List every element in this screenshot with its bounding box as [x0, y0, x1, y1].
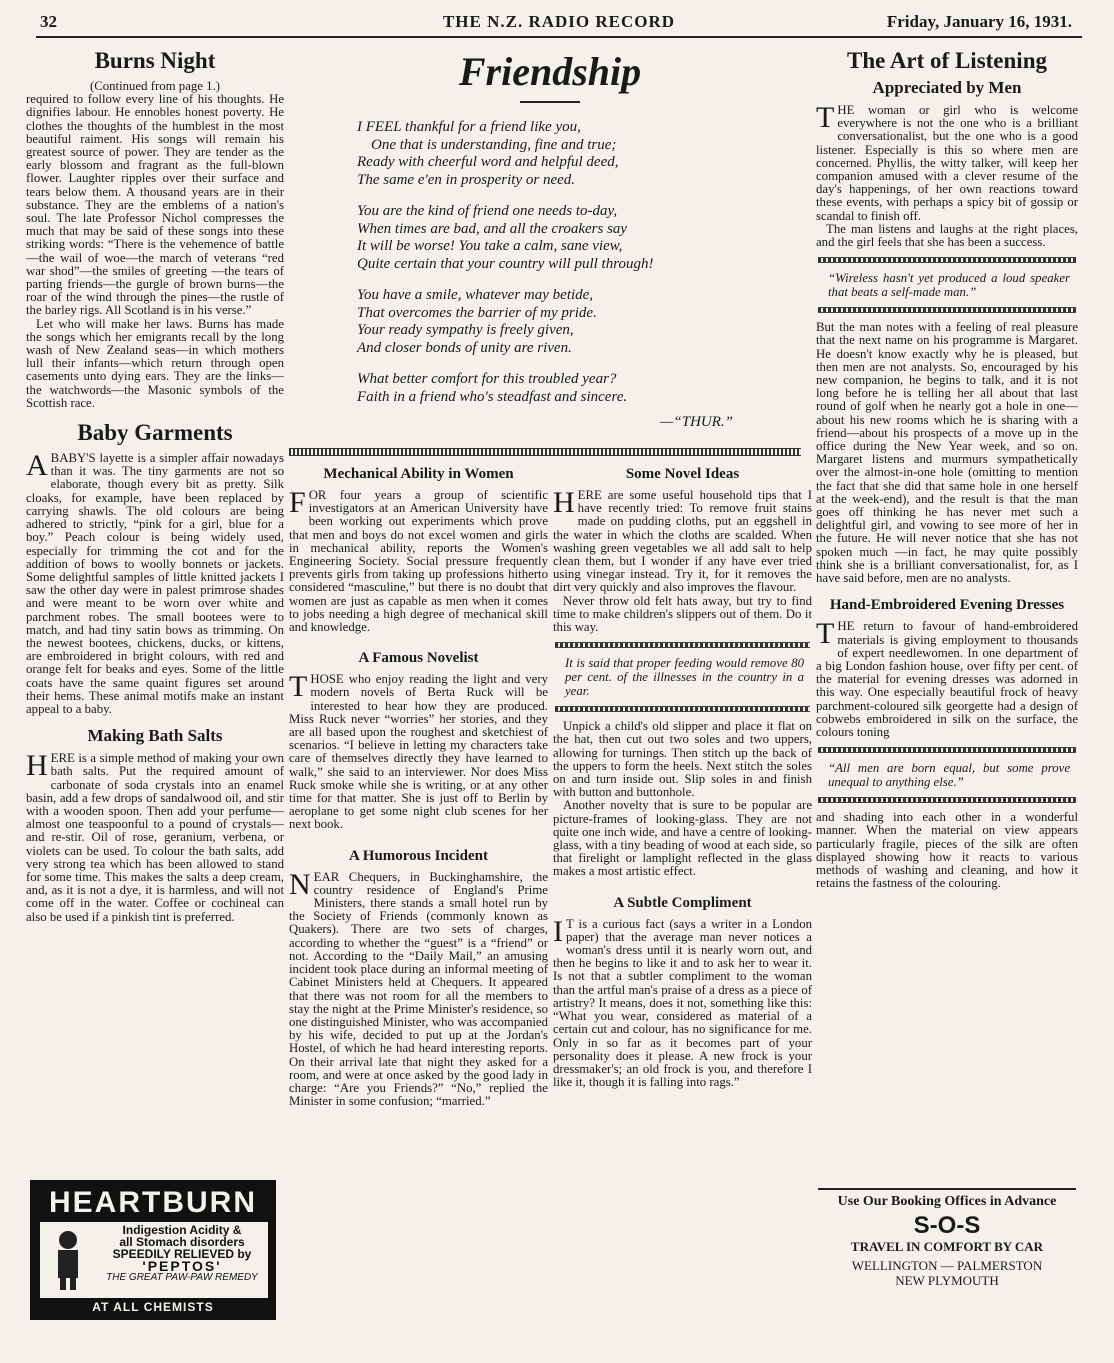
- quote-text: “All men are born equal, but some prove unequal to anything else.”: [828, 761, 1070, 790]
- poem-line: One that is understanding, fine and true;: [371, 136, 617, 153]
- poem-line: Your ready sympathy is freely given,: [357, 322, 574, 338]
- article-body: [553, 486, 812, 879]
- article-making-bath-salts: [26, 726, 284, 924]
- figure-illustration-icon: [44, 1226, 92, 1292]
- paragraph: Unpick a child's old slipper and place it flat on the hat, then cut out two soles and two uppers, allowing for turnings. Then stitch up the back of the uppers to form the heels. Next stitch the soles on and turn inside out. Slip soles in and finish with button and buttonhole.: [553, 719, 812, 800]
- drop-cap: A: [26, 449, 48, 483]
- title-divider: [520, 101, 580, 103]
- continued-note: (Continued from page 1.): [89, 79, 221, 93]
- article-title: A Famous Novelist: [358, 650, 479, 667]
- article-body: [26, 749, 284, 924]
- article-title: Baby Garments: [77, 420, 233, 446]
- advert-panel: [40, 1222, 268, 1298]
- article-title: Making Bath Salts: [87, 726, 223, 746]
- pull-quote: [818, 257, 1076, 313]
- advert-line: WELLINGTON — PALMERSTON: [851, 1258, 1043, 1273]
- drop-cap: H: [553, 486, 575, 519]
- article-body: [26, 449, 284, 716]
- paragraph: Another novelty that is sure to be popular are picture-frames of looking-glass. They are not quite one inch wide, and have a centre of looking-glass, with a tiny beading of wood at each side, so that firelight or lamplight reflected in the glass makes a most artistic effect.: [553, 798, 812, 879]
- column-4: [816, 44, 1078, 1304]
- poem-line: You have a smile, whatever may betide,: [357, 287, 594, 303]
- article-body: [289, 670, 548, 832]
- quote-border: [555, 706, 810, 712]
- poem-stanza: [357, 371, 811, 406]
- masthead: [36, 8, 1082, 38]
- advert-line: NEW PLYMOUTH: [895, 1273, 999, 1288]
- paragraph: ERE is a simple method of making your own bath salts. Put the required amount of carbonate of soda crystals into an enamel basin, add a few drops of sandalwood oil, and stir with a wooden spoon. Then add your perfume—almost one teaspoonful to a pound of crystals—and re-stir. Oil of rose, geranium, verbena, or violets can be used. To colour the bath salts, add very strong tea which has been allowed to stand for some time. This makes the salts a deep cream, and, as it is not a dye, it is harmless, and will not come off in the water. Coffee or cochineal can also be used if a pinkish tint is preferred.: [26, 751, 284, 924]
- drop-cap: T: [816, 101, 835, 134]
- advert-brand: S-O-S: [913, 1212, 981, 1239]
- drop-cap: T: [816, 617, 835, 651]
- poem-stanza: [357, 119, 811, 189]
- issue-date: Friday, January 16, 1931.: [886, 12, 1072, 31]
- poem-stanza: [357, 287, 811, 357]
- paragraph: EAR Chequers, in Buckinghamshire, the country residence of England's Prime Ministers, there stands a small hotel run by the Society of Friends (commonly known as Quakers). There are two sets of charges, according to whether the “guest” is a “friend” or not. According to the “Daily Mail,” an amusing incident took place during an informal meeting of Cabinet Ministers held at Chequers. It appeared that there was not room for all the members to stay the night at the Prime Minister's residence, so one distinguished Minister, who was accompanied by his wife, decided to put up at the Jordan's Hostel, of which he had heard interesting reports. On their arrival late that night they asked for a room, and were at once asked by the good lady in charge: “Are you Friends?” “No,” replied the Minister in some confusion; “married.”: [289, 869, 548, 1109]
- paragraph: HE return to favour of hand-embroidered materials is giving employment to thousands of expert needlewomen. In one department of a big London fashion house, over fifty per cent. of the material for evening dresses was adorned in this way. One especially beautiful frock of heavy parchment-coloured silk georgette had a design of cobwebs embroidered in silk on the surface, the colours toning: [816, 619, 1078, 739]
- page-number: 32: [40, 12, 57, 31]
- pull-quote: [818, 747, 1076, 803]
- paragraph: The man listens and laughs at the right places, and the girl feels that she has been a success.: [816, 221, 1078, 250]
- decorative-divider: [289, 448, 801, 456]
- poem-line: That overcomes the barrier of my pride.: [357, 304, 597, 321]
- article-body: [26, 80, 284, 410]
- drop-cap: T: [289, 670, 308, 704]
- poem-line: Faith in a friend who's steadfast and sincere.: [357, 388, 628, 405]
- quote-border: [818, 307, 1076, 313]
- column-1: [26, 44, 284, 1174]
- poem-line: Ready with cheerful word and helpful deed,: [357, 154, 619, 170]
- poem-line: When times are bad, and all the croakers say: [357, 220, 628, 237]
- poem-line: And closer bonds of unity are riven.: [357, 339, 572, 356]
- column-2: [289, 462, 548, 1322]
- poem-line: It will be worse! You take a calm, sane view,: [357, 238, 623, 254]
- article-title: Some Novel Ideas: [625, 466, 740, 482]
- poem-line: Quite certain that your country will pull through!: [357, 255, 654, 272]
- advert-line: Indigestion Acidity &: [122, 1223, 242, 1237]
- poem-signature: —“THUR.”: [660, 414, 733, 430]
- article-art-of-listening: [816, 48, 1078, 585]
- advert-sos-travel: [818, 1188, 1076, 1306]
- paragraph: T is a curious fact (says a writer in a London paper) that the average man never notices a woman's dress until it is nearly worn out, and then he begins to like it and to ask her to wear it. Is not that a subtler compliment to the woman than the artful man's praise of a dress as a piece of artistry? It means, does it not, something like this: “What you wear, considered as material of a certain cut and colour, has no significance for me. Only in so far as it becomes part of your personality does it please. A new frock is your dressmaker's; an old frock is you, and therefore I like it, though it is falling into rags.”: [553, 916, 812, 1090]
- paragraph: HOSE who enjoy reading the light and very modern novels of Berta Ruck will be interested to hear how they are produced. Miss Ruck never “worries” her stories, and they are all based upon the roughest and sketchiest of scenarios. “I believe in letting my characters take care of themselves directly they have learned to walk,” she said to an interviewer. Nor does Miss Ruck smoke while she is writing, or at any other time for that matter. She is just off to Berlin by aeroplane to get some night club scenes for her next book.: [289, 672, 548, 832]
- article-body: [816, 101, 1078, 586]
- paragraph: HE woman or girl who is welcome everywhere is not the one who is a brilliant conversationalist, but the one who is a good listener. Especially is this so where men are concerned. Phyllis, the witty talker, will keep her companion amused with a clever resume of the day's happenings, of her own reactions toward these events, with perhaps a spicy bit of gossip or scandal to finish off.: [816, 103, 1078, 223]
- paragraph: BABY'S layette is a simpler affair nowadays than it was. The tiny garments are not so elaborate, though every bit as pretty. Silk cloaks, for example, have been replaced by carrying shawls. The old colours are being adhered to strictly, “pink for a girl, blue for a boy.” Peach colour is being widely used, especially for trimming the cot and for the addition of bows to woolly bonnets or jackets. Some delightful samples of little knitted jackets I saw the other day were in palest primrose shades and were meant to be worn over white and parchment robes. The small bootees were to match, and had tiny satin bows as trimming. On the newest bootees, chickens, ducks, or kittens, are embroidered in bright colours, with red and orange felt for beaks and eyes. Some of the little coats have the same quaint figures set around their hems. These animal motifs make an instant appeal to a baby.: [26, 451, 284, 716]
- poem-title: Friendship: [458, 49, 642, 94]
- article-title: Burns Night: [94, 48, 216, 73]
- article-title: Hand-Embroidered Evening Dresses: [829, 597, 1065, 614]
- quote-text: “Wireless hasn't yet produced a loud speaker that beats a self-made man.”: [828, 271, 1070, 300]
- drop-cap: N: [289, 867, 311, 901]
- advert-line: SPEEDILY RELIEVED by: [112, 1247, 252, 1261]
- article-title: The Art of Listening: [847, 48, 1047, 73]
- advert-tagline: THE GREAT PAW-PAW REMEDY: [106, 1272, 258, 1283]
- article-novel-ideas: [553, 466, 812, 879]
- paragraph: and shading into each other in a wonderful manner. When the material on view appears particularly fragile, pieces of the silk are often displayed showing how it reacts to various methods of washing and cleaning, and how it retains the fastness of the colouring.: [816, 810, 1078, 891]
- advert-footer: AT ALL CHEMISTS: [92, 1300, 214, 1314]
- advert-line: all Stomach disorders: [119, 1235, 245, 1249]
- article-body: [289, 486, 548, 635]
- poem-body: [357, 119, 811, 432]
- newspaper-title: THE N.Z. RADIO RECORD: [442, 12, 676, 31]
- article-humorous-incident: [289, 848, 548, 1109]
- advert-heartburn: [30, 1180, 276, 1320]
- drop-cap: I: [553, 914, 563, 948]
- article-title: A Subtle Compliment: [613, 894, 752, 911]
- paragraph: required to follow every line of his thoughts. He dignifies labour. He ennobles honest poverty. He clothes the thoughts of the humblest in the most beautiful raiment. His songs will remain his greatest source of power. They are tender as the early blossom and fragrant as the full-blown flower. Laughter ripples over their surface and tears below them. A thousand years are in their substance. They are the emblems of a nation's soul. The late Professor Nichol compresses the much that may be said of these songs into these striking words: “There is the vehemence of battle—the wail of woe—the march of veterans “red war shod”—the smiles of greeting —the tears of parting friends—the gurgle of brown burns—the roar of the wind through the pines—the rustle of the barley rigs. All Scotland is in his verse.”: [26, 92, 284, 318]
- advert-line: Use Our Booking Offices in Advance: [837, 1194, 1057, 1209]
- advert-brand: 'PEPTOS': [142, 1258, 222, 1274]
- article-title: Mechanical Ability in Women: [323, 466, 514, 482]
- article-subtle-compliment: [553, 895, 812, 1090]
- paragraph: ERE are some useful household tips that I have recently tried: To remove fruit stains made on pudding cloths, put an eggshell in the water in which the cloths are scalded. When washing green vegetables we all add salt to help clean them, but I wonder if any have ever tried using vinegar instead. Try it, for it removes the dirt very quickly and also improves the flavour.: [553, 488, 812, 595]
- poem-stanza: [357, 203, 811, 273]
- advert-text: [100, 1224, 264, 1284]
- article-body: [289, 867, 548, 1109]
- article-subtitle: Appreciated by Men: [872, 78, 1022, 97]
- poem-line: You are the kind of friend one needs to-day,: [357, 203, 618, 219]
- article-body: [553, 914, 812, 1090]
- poem-line: The same e'en in prosperity or need.: [357, 171, 576, 188]
- article-hand-embroidered-dresses: [816, 597, 1078, 890]
- quote-border: [818, 797, 1076, 803]
- article-body: [816, 617, 1078, 891]
- article-burns-night: [26, 48, 284, 410]
- advert-headline: HEARTBURN: [49, 1186, 257, 1219]
- paragraph: Let who will make her laws. Burns has made the songs which her emigrants recall by the long wash of New Zealand seas—in which mothers lull their infants—which return through open casements unto dying ears. They are the links—the watchwords—the Masonic symbols of the Scottish race.: [26, 316, 284, 410]
- article-baby-garments: [26, 420, 284, 716]
- article-mechanical-ability: [289, 466, 548, 634]
- poem-line: What better comfort for this troubled year?: [357, 371, 617, 387]
- paragraph: OR four years a group of scientific investigators at an American University have been working out experiments which prove that men and boys do not excel women and girls in mechanical ability, reports the Women's Engineering Society. Social pressure frequently prevents girls from taking up professions hitherto considered “masculine,” but there is no doubt that women are just as capable as men when it comes to jobs needing a high degree of mechanical skill and knowledge.: [289, 488, 548, 635]
- article-title: A Humorous Incident: [349, 847, 488, 864]
- quote-text: It is said that proper feeding would remove 80 per cent. of the illnesses in the country in a year.: [565, 656, 804, 699]
- drop-cap: H: [26, 749, 48, 783]
- paragraph: But the man notes with a feeling of real pleasure that the next name on his programme is Margaret. He doesn't know exactly why he is pleased, but then men are not analysts. So, encouraged by his new companion, he begins to talk, and it is not long before he is telling her all about that last round of golf when he nearly got a hole in one—about his new rooms which he is sharing with a friend—about his prospects of a move up in the office during the New Year week, and so on. Margaret listens and murmurs sympathetically over the almost-in-one hole (omitting to mention the fact that she did that same hole in one herself at the week-end), and the result is that the man goes off thinking he has never met such a delightful girl, and vowing to see more of her in the future. He will never notice that she has not spoken much —in fact, he may quite possibly think she is a brilliant conversationalist, for, as I have said before, men are no analysts.: [816, 320, 1078, 586]
- paragraph: Never throw old felt hats away, but try to find time to make children's slippers out of them. Do it this way.: [553, 593, 812, 635]
- poem-line: I FEEL thankful for a friend like you,: [357, 119, 581, 135]
- drop-cap: F: [289, 486, 306, 519]
- article-famous-novelist: [289, 650, 548, 831]
- poem-friendship: [289, 44, 811, 444]
- column-3: [553, 462, 812, 1322]
- advert-line: TRAVEL IN COMFORT BY CAR: [850, 1239, 1044, 1254]
- pull-quote: [555, 642, 810, 712]
